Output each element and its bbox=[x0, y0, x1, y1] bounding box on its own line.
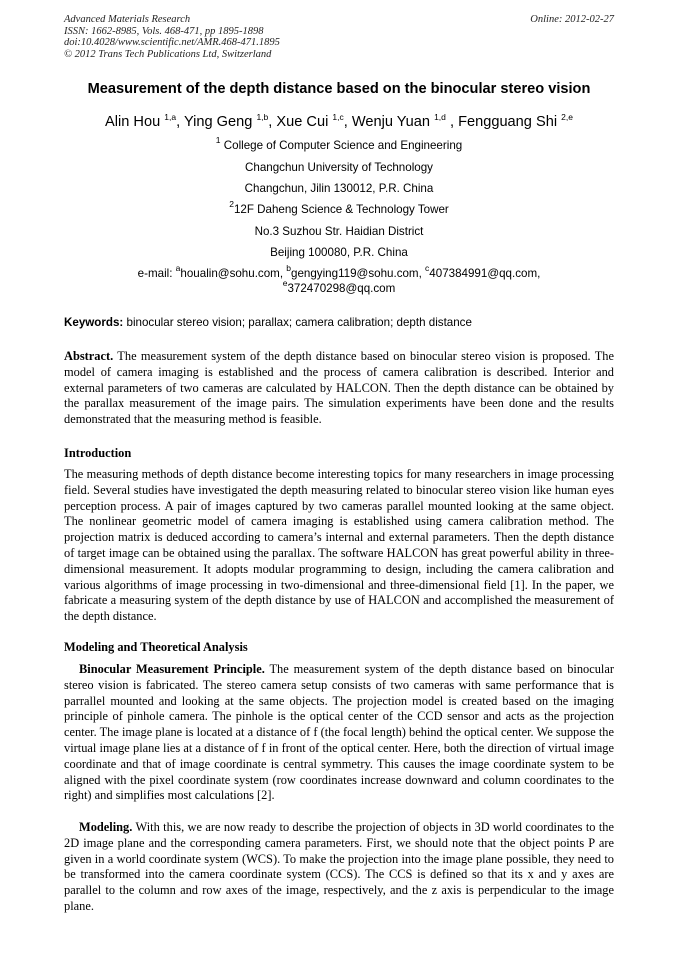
author-sup: 1,d bbox=[434, 112, 446, 122]
modeling-text: With this, we are now ready to describe the projection of objects in 3D world coordinates to the 2D image plane and the corresponding camera parameters. First, we should note that the object points P are given in a world coordinate system (WCS). To make the projection into the image plane possible, they need to be transformed into the camera coordinate system (CCS). The CCS is defined so that its x and y axes are parallel to the column and row axes of the image, respectively, and the z axis is perpendicular to the image plane. bbox=[64, 820, 614, 913]
issn-line: ISSN: 1662-8985, Vols. 468-471, pp 1895-1898 bbox=[64, 25, 264, 37]
modeling-paragraph-2 bbox=[64, 820, 614, 915]
principle-label: Binocular Measurement Principle. bbox=[79, 662, 265, 676]
affiliation-2-line-3: Beijing 100080, P.R. China bbox=[270, 246, 408, 259]
modeling-heading: Modeling and Theoretical Analysis bbox=[64, 640, 248, 654]
abstract bbox=[64, 349, 614, 428]
keywords-label: Keywords: bbox=[64, 316, 124, 329]
affiliation-1-line-1: $^1$ College of Computer Science and Engineering bbox=[215, 135, 463, 152]
journal-name: Advanced Materials Research bbox=[64, 14, 191, 25]
author-name: Ying Geng bbox=[183, 114, 253, 130]
author-sup: 2,e bbox=[561, 112, 573, 122]
abstract-text: The measurement system of the depth distance based on binocular stereo vision is proposed. The model of camera imaging is established and the process of camera calibration is described. Interior and external parameters of two cameras are calculated by HALCON. Then the depth distance can be obtained by the parallax measurement of the image pairs. The simulation experiments have been done and the results demonstrated that the measuring method is feasible. bbox=[64, 349, 614, 427]
affiliation-2-line-1: $^2$12F Daheng Science & Technology Tower bbox=[229, 199, 449, 216]
keywords bbox=[64, 316, 624, 329]
copyright-line: © 2012 Trans Tech Publications Ltd, Switzerland bbox=[64, 48, 272, 60]
author-sup: 1,b bbox=[256, 112, 269, 122]
author-list: Alin Hou $^{1,a}$, Ying Geng $^{1,b}$, Xue Cui $^{1,c}$, Wenju Yuan $^{1,d}$ , Fengguang Shi $^{2,e}$ bbox=[105, 112, 573, 130]
abstract-label: Abstract. bbox=[64, 349, 114, 363]
running-header bbox=[64, 14, 280, 60]
online-date: Online: 2012-02-27 bbox=[530, 14, 614, 25]
email-line-1: e-mail: $^a$houalin@sohu.com, $^b$gengying119@sohu.com, $^c$407384991@qq.com, bbox=[137, 263, 541, 280]
modeling-label: Modeling. bbox=[79, 820, 133, 834]
author-sup: 1,a bbox=[164, 112, 177, 122]
principle-text: The measurement system of the depth distance based on binocular stereo vision is fabricated. The stereo camera setup consists of two cameras with same performance that is parrallel mounted and looking at the same objects. The projection model is created based on the imaging principle of pinhole camera. The pinhole is the optical center of the CCD sensor and acts as the projection center. The image plane is located at a distance of f (the focal length) behind the optical center. We suppose the virtual image plane lies at a distance of f in front of the optical center. Here, both the direction of virtual image coordinate and that of image coordinate is central symmetry. This causes the image coordinate system to be aligned with the pixel coordinate system (row coordinates increase downward and column coordinates to the right) and simplifies most calculations [2]. bbox=[64, 662, 614, 803]
affiliation-2-line-2: No.3 Suzhou Str. Haidian District bbox=[254, 225, 424, 238]
modeling-paragraph-1 bbox=[64, 662, 614, 804]
keywords-text: binocular stereo vision; parallax; camera calibration; depth distance bbox=[123, 316, 472, 329]
author-sup: 1,c bbox=[332, 112, 344, 122]
affiliation-1-line-3: Changchun, Jilin 130012, P.R. China bbox=[244, 182, 434, 195]
introduction-text: The measuring methods of depth distance become interesting topics for many researchers in image processing field. Several studies have investigated the depth measuring related to binocular stereo vision like human eyes perception process. A pair of images captured by two cameras parallel mounted looking at the same object. The nonlinear geometric model of camera imaging is established using camera calibration method. The projection matrix is deduced according to camera’s internal and external parameters. Then the depth distance of target image can be obtained using the parallax. The software HALCON has great powerful ability in three-dimensional measurement. It adopts modular programming to design, including the camera calibration and various algorithms of image processing in two-dimensional and three-dimensional field [1]. In the paper, we fabricate a measuring system of the depth distance by use of HALCON and accomplished the measurement of the depth distance. bbox=[64, 467, 614, 624]
paper-title: Measurement of the depth distance based on the binocular stereo vision bbox=[87, 81, 591, 97]
email-line-2: $^e$372470298@qq.com bbox=[282, 278, 396, 295]
author-name: Wenju Yuan bbox=[351, 114, 430, 130]
author-name: Xue Cui bbox=[276, 114, 329, 130]
doi-line: doi:10.4028/www.scientific.net/AMR.468-471.1895 bbox=[64, 37, 280, 48]
author-name: Alin Hou bbox=[105, 114, 161, 130]
introduction-heading: Introduction bbox=[64, 446, 132, 460]
affiliation-1-line-2: Changchun University of Technology bbox=[245, 161, 433, 174]
author-name: Fengguang Shi bbox=[458, 114, 558, 130]
